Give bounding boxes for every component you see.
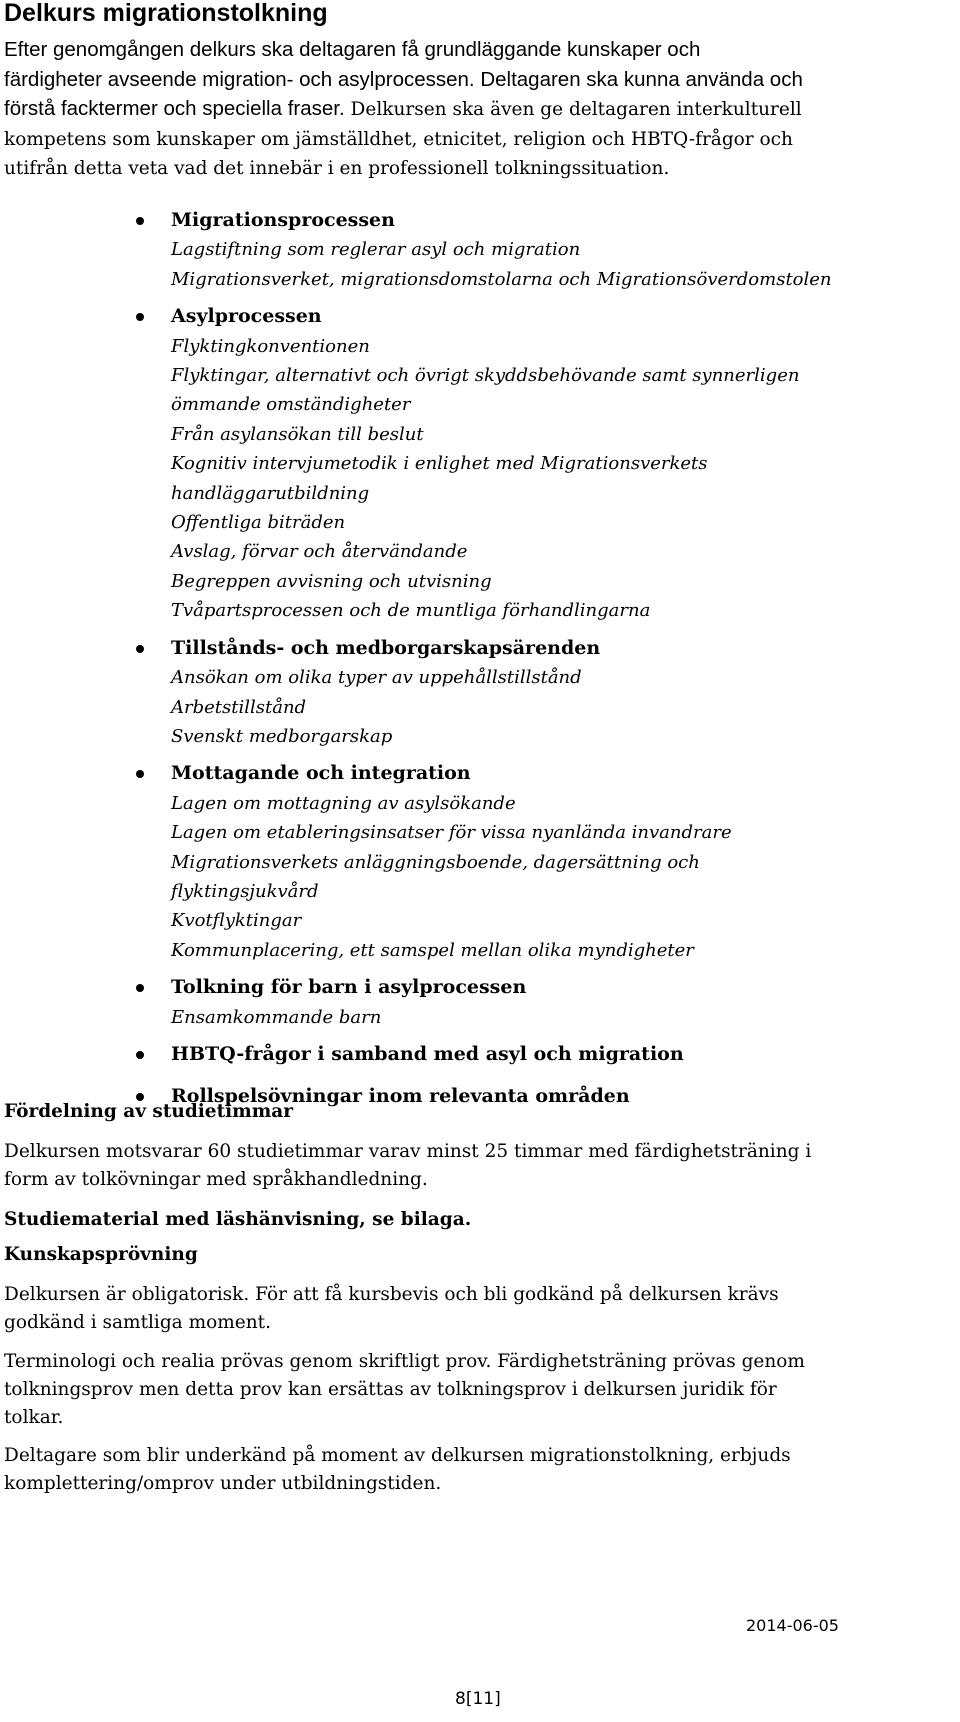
- topic-item: handläggarutbildning: [171, 482, 370, 504]
- topic-item: Lagen om mottagning av asylsökande: [171, 792, 516, 814]
- topic-item: Begreppen avvisning och utvisning: [171, 570, 492, 592]
- page-title: Delkurs migrationstolkning: [4, 0, 328, 27]
- topic-group: [171, 634, 960, 752]
- topic-item: Offentliga biträden: [171, 512, 346, 534]
- topic-item: Ansökan om olika typer av uppehållstillstånd: [171, 667, 582, 689]
- bullet-icon: [136, 313, 144, 321]
- topic-item: Från asylansökan till beslut: [171, 423, 424, 445]
- topic-group: [171, 759, 960, 965]
- document-date: 2014-06-05: [746, 1616, 839, 1635]
- intro-line: kompetens som kunskaper om jämställdhet, etnicitet, religion och HBTQ-frågor och: [4, 128, 793, 150]
- topic-group: [171, 302, 960, 625]
- assessment-line: tolkar.: [4, 1407, 64, 1428]
- topic-item: flyktingsjukvård: [171, 880, 319, 902]
- topic-list: [0, 206, 960, 1112]
- bullet-icon: [136, 984, 144, 992]
- intro-line: Efter genomgången delkurs ska deltagaren få grundläggande kunskaper och: [4, 38, 701, 61]
- assessment-heading: Kunskapsprövning: [4, 1244, 198, 1265]
- topic-item: ömmande omständigheter: [171, 394, 411, 416]
- topic-title: Tolkning för barn i asylprocessen: [171, 976, 527, 999]
- bullet-icon: [136, 770, 144, 778]
- assessment-line: Delkursen är obligatorisk. För att få kursbevis och bli godkänd på delkursen krävs: [4, 1284, 779, 1305]
- topic-item: Migrationsverket, migrationsdomstolarna och Migrationsöverdomstolen: [171, 268, 832, 290]
- distribution-heading: Fördelning av studietimmar: [4, 1101, 294, 1122]
- intro-line: förstå facktermer och speciella fraser.: [4, 97, 345, 120]
- distribution-line: form av tolkövningar med språkhandledning.: [4, 1169, 428, 1190]
- topic-item: Flyktingkonventionen: [171, 335, 370, 357]
- topic-item: Lagstiftning som reglerar asyl och migration: [171, 239, 581, 261]
- intro-line: färdigheter avseende migration- och asylprocessen. Deltagaren ska kunna använda och: [4, 67, 803, 91]
- intro-paragraph: [4, 35, 954, 184]
- intro-line-continuation: Delkursen ska även ge deltagaren interkulturell: [344, 99, 802, 120]
- topic-item: Flyktingar, alternativt och övrigt skyddsbehövande samt synnerligen: [171, 365, 800, 387]
- distribution-line: Delkursen motsvarar 60 studietimmar varav minst 25 timmar med färdighetsträning i: [4, 1141, 812, 1162]
- topic-item: Kommunplacering, ett samspel mellan olika myndigheter: [171, 939, 694, 961]
- topic-title: Tillstånds- och medborgarskapsärenden: [171, 636, 601, 659]
- topic-group: [171, 1040, 960, 1069]
- bullet-icon: [136, 1051, 144, 1059]
- topic-item: Arbetstillstånd: [171, 696, 307, 718]
- topic-title: Mottagande och integration: [171, 762, 471, 785]
- assessment-line: Terminologi och realia prövas genom skriftligt prov. Färdighetsträning prövas genom: [4, 1351, 805, 1372]
- page-number: 8[11]: [455, 1689, 501, 1709]
- topic-title: Migrationsprocessen: [171, 209, 395, 231]
- topic-group: [171, 206, 960, 294]
- topic-title: Rollspelsövningar inom relevanta områden: [171, 1085, 630, 1108]
- topic-item: Kognitiv intervjumetodik i enlighet med Migrationsverkets: [171, 453, 708, 475]
- topic-item: Migrationsverkets anläggningsboende, dagersättning och: [171, 851, 700, 873]
- study-material-heading: Studiematerial med läshänvisning, se bilaga.: [4, 1209, 472, 1230]
- assessment-line: komplettering/omprov under utbildningstiden.: [4, 1473, 442, 1494]
- topic-item: Svenskt medborgarskap: [171, 725, 393, 747]
- topic-item: Avslag, förvar och återvändande: [171, 541, 468, 563]
- bullet-icon: [136, 645, 144, 653]
- topic-item: Tvåpartsprocessen och de muntliga förhandlingarna: [171, 600, 651, 622]
- topic-item: Kvotflyktingar: [171, 910, 302, 932]
- topic-item: Ensamkommande barn: [171, 1006, 382, 1028]
- intro-line: utifrån detta veta vad det innebär i en professionell tolkningssituation.: [4, 158, 670, 179]
- bullet-icon: [136, 217, 144, 225]
- assessment-line: godkänd i samtliga moment.: [4, 1312, 271, 1333]
- topic-group: [171, 973, 960, 1032]
- topic-item: Lagen om etableringsinsatser för vissa nyanlända invandrare: [171, 822, 732, 844]
- assessment-line: Deltagare som blir underkänd på moment av delkursen migrationstolkning, erbjuds: [4, 1445, 791, 1466]
- topic-title: Asylprocessen: [171, 305, 322, 328]
- assessment-line: tolkningsprov men detta prov kan ersättas av tolkningsprov i delkursen juridik för: [4, 1379, 777, 1400]
- topic-title: HBTQ-frågor i samband med asyl och migration: [171, 1042, 684, 1065]
